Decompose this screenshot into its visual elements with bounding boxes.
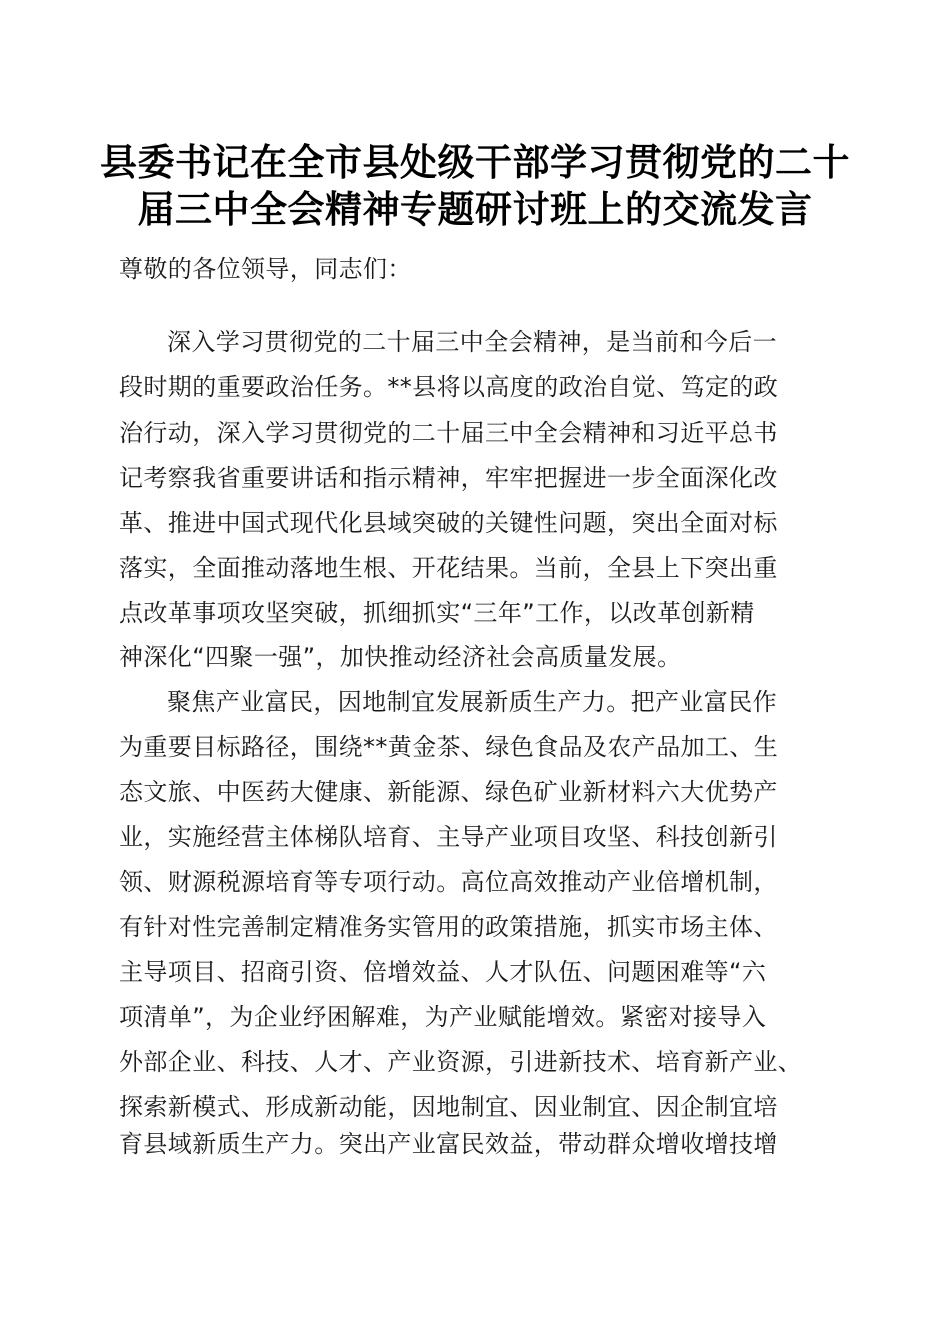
- greeting: 尊敬的各位领导，同志们：: [119, 255, 412, 283]
- paragraph-1-line: 段时期的重要政治任务。**县将以高度的政治自觉、笃定的政: [119, 373, 779, 401]
- paragraph-2-line: 业，实施经营主体梯队培育、主导产业项目攻坚、科技创新引: [119, 823, 778, 851]
- paragraph-1-line: 神深化“四聚一强”，加快推动经济社会高质量发展。: [119, 643, 682, 671]
- paragraph-2-line: 为重要目标路径，围绕**黄金茶、绿色食品及农产品加工、生: [119, 733, 779, 761]
- paragraph-1-line: 点改革事项攻坚突破，抓细抓实“三年”工作，以改革创新精: [119, 599, 755, 627]
- paragraph-1-line: 记考察我省重要讲话和指示精神，牢牢把握进一步全面深化改: [119, 464, 778, 492]
- paragraph-2-line: 有针对性完善制定精准务实管用的政策措施，抓实市场主体、: [119, 913, 778, 941]
- paragraph-2-line: 探索新模式、形成新动能，因地制宜、因业制宜、因企制宜培: [119, 1093, 778, 1121]
- paragraph-2-line: 育县域新质生产力。突出产业富民效益，带动群众增收增技增: [119, 1130, 778, 1158]
- document-title-line-2: 届三中全会精神专题研讨班上的交流发言: [137, 187, 813, 231]
- paragraph-2-line: 主导项目、招商引资、倍增效益、人才队伍、问题困难等“六: [119, 958, 767, 986]
- paragraph-2-line: 聚焦产业富民，因地制宜发展新质生产力。把产业富民作: [167, 688, 777, 716]
- paragraph-1-line: 革、推进中国式现代化县域突破的关键性问题，突出全面对标: [119, 509, 778, 537]
- paragraph-1-line: 深入学习贯彻党的二十届三中全会精神，是当前和今后一: [167, 328, 777, 356]
- paragraph-2-line: 态文旅、中医药大健康、新能源、绿色矿业新材料六大优势产: [119, 778, 778, 806]
- paragraph-1-line: 落实，全面推动落地生根、开花结果。当前，全县上下突出重: [119, 554, 778, 582]
- paragraph-2-line: 项清单”，为企业纾困解难，为产业赋能增效。紧密对接导入: [119, 1003, 767, 1031]
- paragraph-1-line: 治行动，深入学习贯彻党的二十届三中全会精神和习近平总书: [119, 419, 778, 447]
- paragraph-2-line: 领、财源税源培育等专项行动。高位高效推动产业倍增机制，: [119, 868, 778, 896]
- paragraph-2-line: 外部企业、科技、人才、产业资源，引进新技术、培育新产业、: [119, 1048, 803, 1076]
- document-title-line-1: 县委书记在全市县处级干部学习贯彻党的二十: [100, 140, 850, 184]
